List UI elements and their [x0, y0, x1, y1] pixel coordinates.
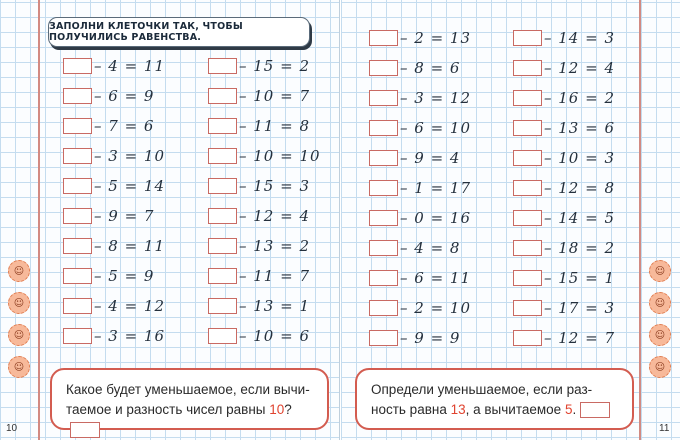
equation-row	[513, 238, 615, 258]
question-text: Какое будет уменьшаемое, если вычи-таемое и разность чисел равны	[66, 382, 310, 417]
answer-cell[interactable]	[513, 270, 542, 286]
answer-cell[interactable]	[513, 120, 542, 136]
answer-cell[interactable]	[63, 178, 92, 194]
equation-expression: – 6 = 9	[94, 87, 155, 105]
equation-expression: – 6 = 10	[400, 119, 472, 137]
answer-cell[interactable]	[63, 328, 92, 344]
answer-cell[interactable]	[208, 208, 237, 224]
answer-cell[interactable]	[208, 298, 237, 314]
equation-row	[369, 88, 471, 108]
equation-row	[208, 116, 310, 136]
equation-expression: – 10 = 10	[239, 147, 321, 165]
answer-cell[interactable]	[63, 58, 92, 74]
equation-expression: – 15 = 1	[544, 269, 616, 287]
question-number: 5	[564, 402, 573, 417]
equation-expression: – 12 = 8	[544, 179, 616, 197]
equation-row	[369, 148, 460, 168]
equation-expression: – 17 = 3	[544, 299, 616, 317]
equation-expression: – 13 = 2	[239, 237, 311, 255]
question-number: 10	[269, 402, 285, 417]
equation-expression: – 6 = 11	[400, 269, 472, 287]
equation-expression: – 3 = 10	[94, 147, 166, 165]
answer-cell[interactable]	[369, 120, 398, 136]
question-box-left	[50, 368, 329, 430]
page-number: 11	[659, 423, 670, 434]
equation-expression: – 4 = 8	[400, 239, 461, 257]
equation-expression: – 4 = 11	[94, 57, 166, 75]
equation-expression: – 5 = 9	[94, 267, 155, 285]
equation-expression: – 8 = 11	[94, 237, 166, 255]
equation-row	[63, 236, 165, 256]
equation-row	[513, 178, 615, 198]
equation-expression: – 8 = 6	[400, 59, 461, 77]
question-box-right	[355, 368, 634, 430]
page-margin-line	[639, 0, 641, 440]
answer-cell[interactable]	[63, 118, 92, 134]
answer-cell[interactable]	[513, 150, 542, 166]
equation-expression: – 11 = 7	[239, 267, 311, 285]
equation-row	[63, 146, 165, 166]
equation-expression: – 12 = 4	[239, 207, 311, 225]
task-header-text: ЗАПОЛНИ КЛЕТОЧКИ ТАК, ЧТОБЫ ПОЛУЧИЛИСЬ РАВЕНСТВА.	[49, 21, 243, 43]
smiling-sun-icon: ☺	[649, 260, 671, 282]
equation-expression: – 1 = 17	[400, 179, 472, 197]
equation-expression: – 5 = 14	[94, 177, 166, 195]
answer-cell[interactable]	[208, 328, 237, 344]
equation-expression: – 7 = 6	[94, 117, 155, 135]
equation-row	[63, 326, 165, 346]
smiling-sun-icon: ☺	[649, 292, 671, 314]
decorative-suns	[8, 260, 32, 388]
page-margin-line	[38, 0, 40, 440]
equation-row	[513, 58, 615, 78]
equation-row	[208, 296, 310, 316]
equation-row	[369, 208, 471, 228]
answer-cell[interactable]	[63, 298, 92, 314]
equation-row	[513, 208, 615, 228]
answer-cell[interactable]	[513, 30, 542, 46]
equation-row	[369, 328, 460, 348]
equation-expression: – 10 = 3	[544, 149, 616, 167]
equation-row	[63, 206, 154, 226]
equation-row	[63, 86, 154, 106]
answer-cell[interactable]	[513, 240, 542, 256]
equation-row	[63, 176, 165, 196]
equation-row	[208, 86, 310, 106]
decorative-suns	[649, 260, 673, 388]
page-number: 10	[6, 423, 18, 434]
smiling-sun-icon: ☺	[649, 356, 671, 378]
equation-row	[369, 298, 471, 318]
equation-row	[63, 266, 154, 286]
answer-cell[interactable]	[63, 88, 92, 104]
equation-row	[513, 28, 615, 48]
smiling-sun-icon: ☺	[8, 324, 30, 346]
smiling-sun-icon: ☺	[8, 260, 30, 282]
answer-cell[interactable]	[63, 148, 92, 164]
answer-cell[interactable]	[513, 210, 542, 226]
equation-expression: – 3 = 12	[400, 89, 472, 107]
answer-cell[interactable]	[369, 240, 398, 256]
equation-expression: – 15 = 3	[239, 177, 311, 195]
equation-expression: – 9 = 4	[400, 149, 461, 167]
equation-row	[208, 266, 310, 286]
equation-expression: – 9 = 9	[400, 329, 461, 347]
task-header	[48, 17, 310, 47]
equation-row	[513, 118, 615, 138]
answer-cell[interactable]	[369, 300, 398, 316]
answer-cell[interactable]	[63, 238, 92, 254]
answer-cell[interactable]	[369, 330, 398, 346]
equation-expression: – 10 = 6	[239, 327, 311, 345]
equation-row	[369, 118, 471, 138]
answer-cell[interactable]	[63, 268, 92, 284]
answer-cell[interactable]	[208, 118, 237, 134]
answer-input[interactable]	[580, 402, 610, 418]
equation-expression: – 3 = 16	[94, 327, 166, 345]
answer-cell[interactable]	[369, 210, 398, 226]
equation-row	[208, 176, 310, 196]
equation-expression: – 14 = 5	[544, 209, 616, 227]
equation-row	[369, 238, 460, 258]
equation-expression: – 15 = 2	[239, 57, 311, 75]
equation-expression: – 14 = 3	[544, 29, 616, 47]
answer-cell[interactable]	[513, 60, 542, 76]
answer-cell[interactable]	[369, 180, 398, 196]
equation-row	[208, 236, 310, 256]
question-end: ?	[284, 402, 292, 417]
answer-cell[interactable]	[513, 90, 542, 106]
equation-row	[369, 178, 471, 198]
equation-expression: – 9 = 7	[94, 207, 155, 225]
equation-row	[513, 298, 615, 318]
answer-cell[interactable]	[208, 178, 237, 194]
equation-row	[513, 88, 615, 108]
question-text-continued: , а вычитаемое	[465, 402, 565, 417]
equation-row	[63, 296, 165, 316]
equation-expression: – 13 = 1	[239, 297, 311, 315]
equation-row	[208, 146, 321, 166]
equation-expression: – 10 = 7	[239, 87, 311, 105]
answer-cell[interactable]	[513, 180, 542, 196]
equation-row	[208, 326, 310, 346]
equation-expression: – 11 = 8	[239, 117, 311, 135]
equation-row	[513, 328, 615, 348]
equation-expression: – 12 = 7	[544, 329, 616, 347]
equation-row	[208, 206, 310, 226]
smiling-sun-icon: ☺	[649, 324, 671, 346]
answer-cell[interactable]	[513, 300, 542, 316]
equation-expression: – 16 = 2	[544, 89, 616, 107]
equation-row	[208, 56, 310, 76]
answer-cell[interactable]	[208, 238, 237, 254]
equation-row	[513, 148, 615, 168]
answer-cell[interactable]	[208, 148, 237, 164]
answer-cell[interactable]	[369, 30, 398, 46]
equation-expression: – 2 = 13	[400, 29, 472, 47]
question-text: Определи уменьшаемое, если раз-ность равна	[371, 382, 593, 417]
answer-cell[interactable]	[208, 268, 237, 284]
equation-expression: – 18 = 2	[544, 239, 616, 257]
answer-cell[interactable]	[208, 58, 237, 74]
equation-expression: – 2 = 10	[400, 299, 472, 317]
answer-cell[interactable]	[63, 208, 92, 224]
answer-cell[interactable]	[369, 270, 398, 286]
answer-cell[interactable]	[208, 88, 237, 104]
question-end: .	[572, 402, 577, 417]
answer-cell[interactable]	[369, 150, 398, 166]
equation-row	[513, 268, 615, 288]
equation-expression: – 13 = 6	[544, 119, 616, 137]
smiling-sun-icon: ☺	[8, 356, 30, 378]
answer-cell[interactable]	[513, 330, 542, 346]
equation-row	[369, 268, 471, 288]
answer-input[interactable]	[70, 422, 100, 438]
equation-expression: – 4 = 12	[94, 297, 166, 315]
equation-expression: – 0 = 16	[400, 209, 472, 227]
equation-row	[63, 56, 165, 76]
equation-expression: – 12 = 4	[544, 59, 616, 77]
answer-cell[interactable]	[369, 60, 398, 76]
equation-row	[63, 116, 154, 136]
smiling-sun-icon: ☺	[8, 292, 30, 314]
question-number: 13	[450, 402, 466, 417]
answer-cell[interactable]	[369, 90, 398, 106]
equation-row	[369, 28, 471, 48]
equation-row	[369, 58, 460, 78]
